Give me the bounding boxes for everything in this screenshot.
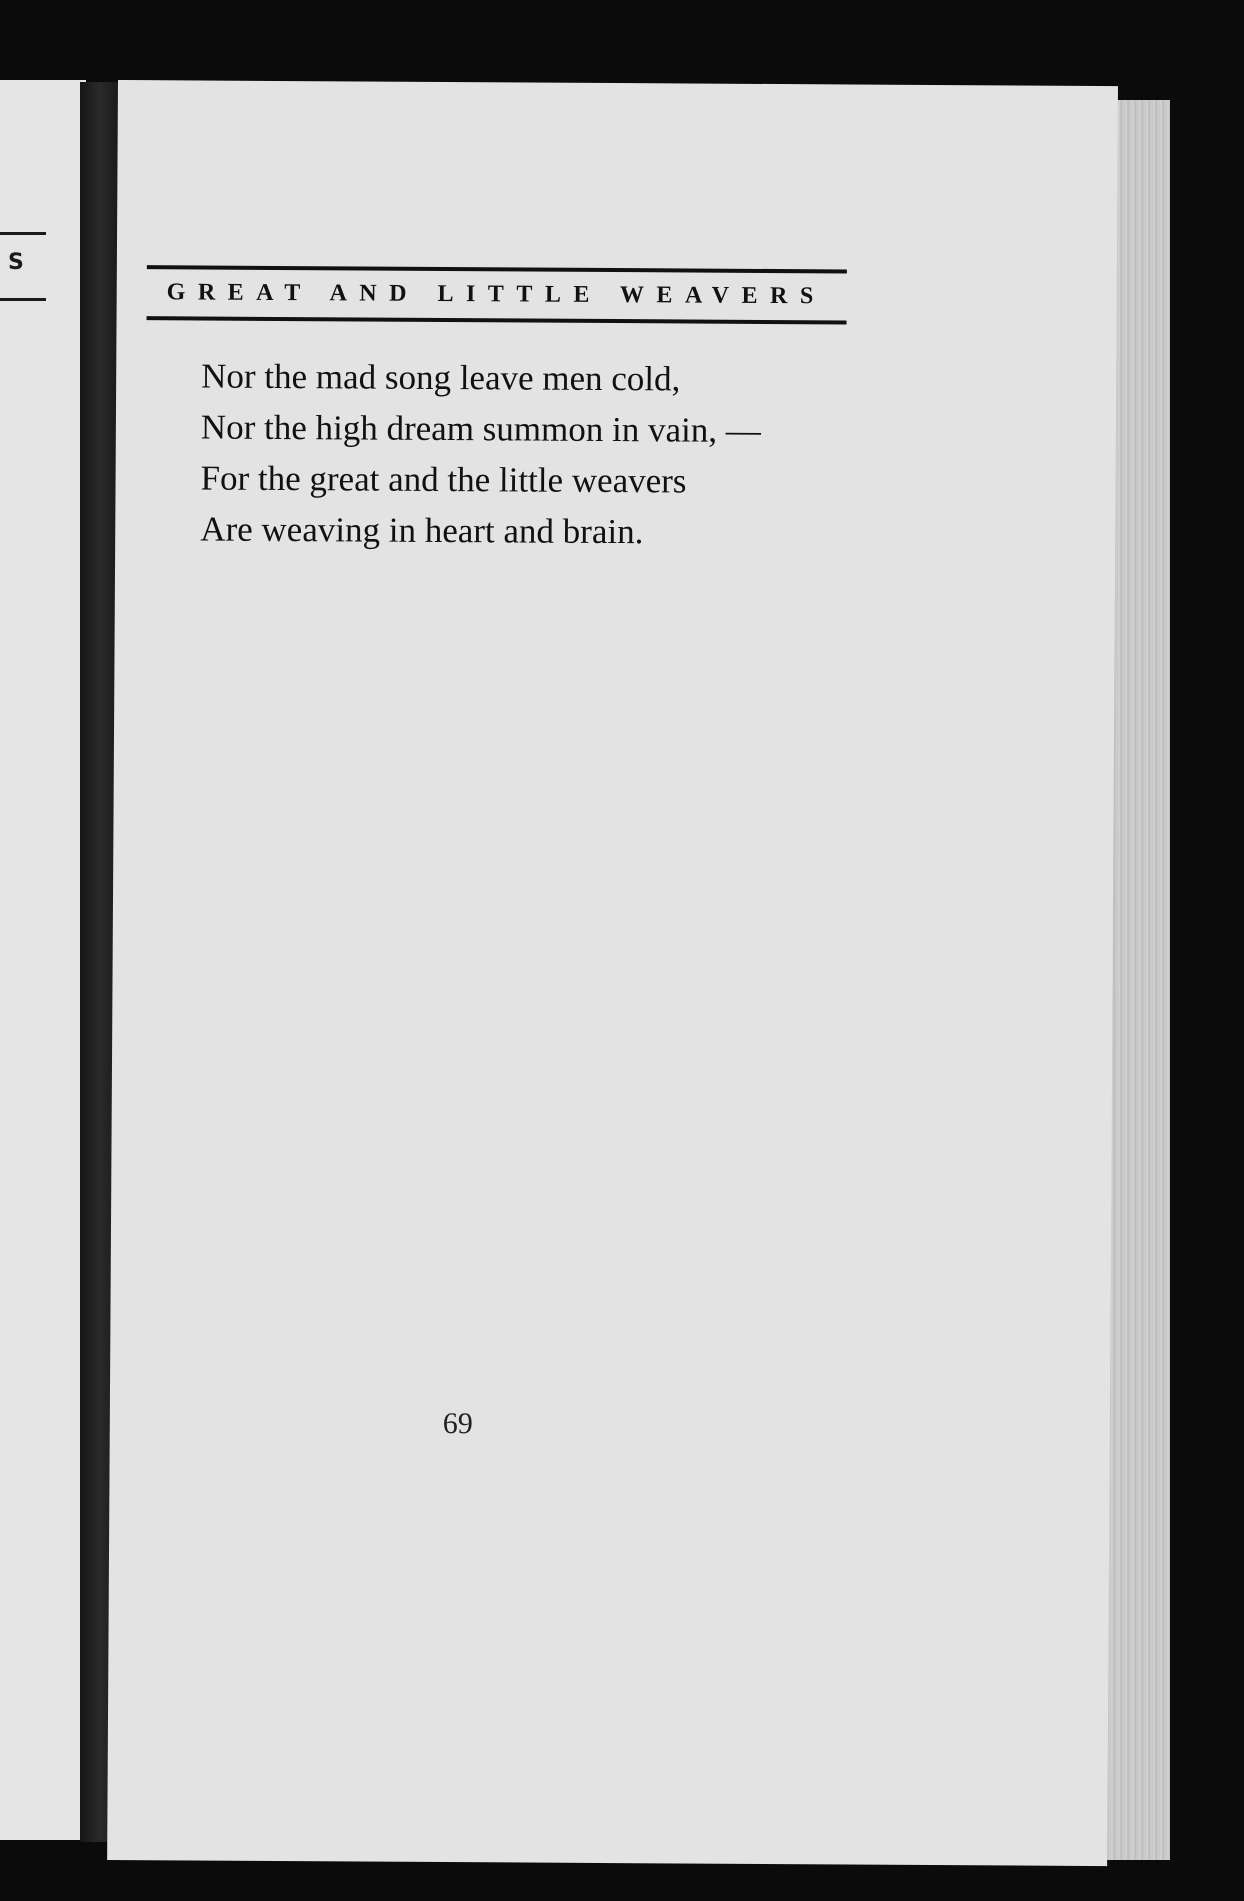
previous-page-top-rule [0,232,46,235]
poem-line: Nor the high dream summon in vain, — [200,407,761,450]
previous-page-running-head: S [8,250,24,275]
running-head [147,265,847,324]
previous-page [0,80,86,1840]
page-number: 69 [442,1407,473,1441]
poem-line: For the great and the little weavers [200,458,687,501]
poem-stanza [200,351,901,559]
poem-line: Nor the mad song leave men cold, [201,356,681,399]
previous-page-bottom-rule [0,298,46,301]
running-head-title: GREAT AND LITTLE WEAVERS [166,279,826,310]
poem-line: Are weaving in heart and brain. [200,509,644,552]
book-page [107,80,1118,1866]
